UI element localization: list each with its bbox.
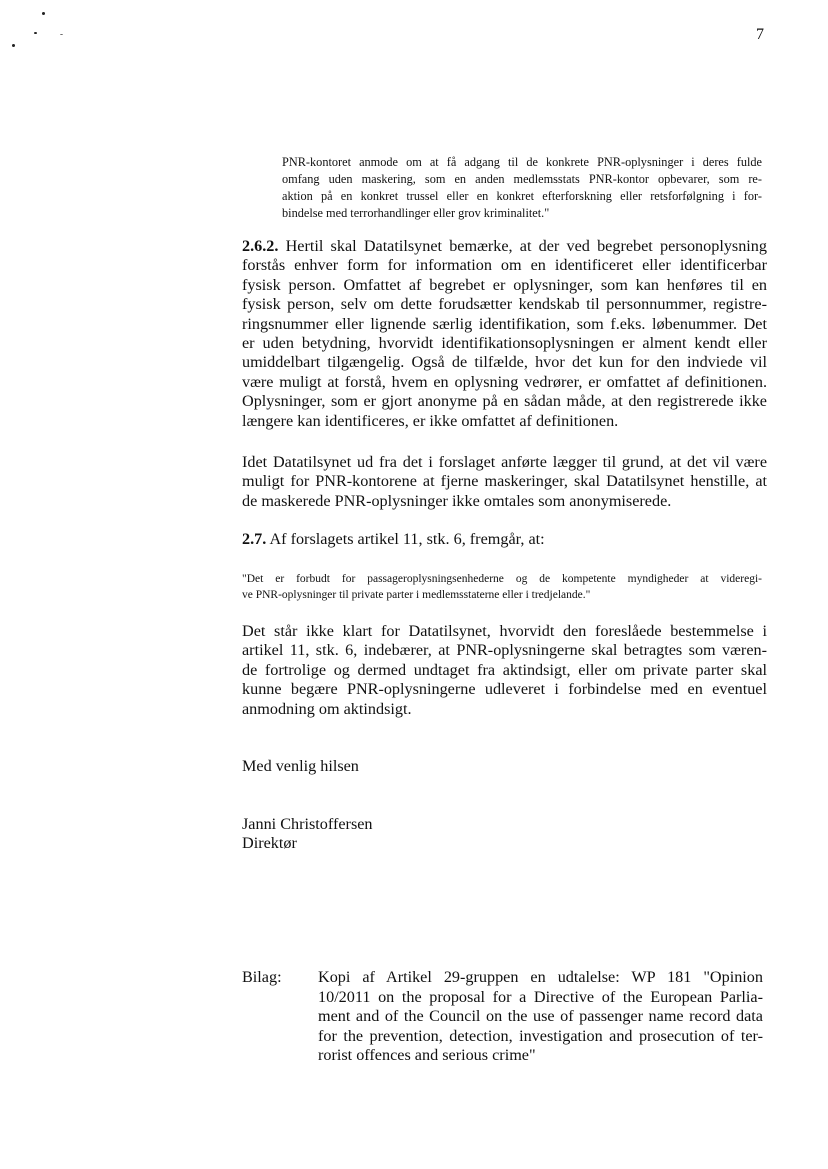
attachment-line: Kopi af Artikel 29-gruppen en udtalelse: WP 181 "Opinion	[318, 968, 763, 986]
section-2-6-2	[242, 237, 767, 431]
page-number: 7	[756, 26, 764, 43]
attachment-line: for the prevention, detection, investigation and prosecution of ter-	[318, 1026, 763, 1045]
scan-speck	[60, 34, 63, 35]
attachment-line: rorist offences and serious crime"	[318, 1046, 536, 1065]
attachment-line: ment and of the Council on the use of passenger name record data	[318, 1007, 763, 1026]
signatory-name: Janni Christoffersen	[242, 815, 373, 833]
signatory-title: Direktør	[242, 834, 297, 852]
pnr-quote	[282, 154, 762, 222]
access-paragraph	[242, 622, 767, 719]
section-number: 2.7.	[242, 530, 267, 548]
section-2-7	[242, 530, 767, 549]
paragraph-line: ringsnummer eller lignende særlig identifikation, som f.eks. løbenummer. Det	[242, 314, 767, 333]
paragraph-line: de maskerede PNR-oplysninger ikke omtales som anonymiserede.	[242, 491, 672, 510]
quote-line: PNR-kontoret anmode om at få adgang til de konkrete PNR-oplysninger i deres fulde	[282, 155, 762, 169]
section-number: 2.6.2.	[242, 237, 279, 255]
paragraph-line: Idet Datatilsynet ud fra det i forslaget anførte lægger til grund, at det vil være	[242, 453, 767, 471]
section-heading-line	[242, 530, 767, 549]
section-first-line	[242, 237, 767, 256]
section-text: Af forslagets artikel 11, stk. 6, fremgår, at:	[269, 530, 545, 548]
paragraph-line: være muligt at forstå, hvem en oplysning vedrører, er omfattet af definitionen.	[242, 372, 767, 391]
paragraph-line: artikel 11, stk. 6, indebærer, at PNR-oplysningerne skal betragtes som væren-	[242, 641, 767, 660]
paragraph-line: anmodning om aktindsigt.	[242, 699, 412, 718]
paragraph-line: er uden betydning, hvorvidt identifikationsoplysningen er alment kendt eller	[242, 334, 767, 353]
masking-paragraph	[242, 453, 767, 511]
scan-speck	[42, 12, 45, 15]
paragraph-line: længere kan identificeres, er ikke omfattet af definitionen.	[242, 411, 619, 430]
scan-speck	[34, 32, 37, 34]
article-quote	[242, 571, 762, 603]
paragraph-line: umiddelbart tilgængelig. Også de tilfælde, hvor det kun for den indviede vil	[242, 353, 767, 372]
paragraph-line: fysisk person, selv om dette forudsætter kendskab til personnummer, registre-	[242, 295, 767, 314]
paragraph-line: kunne begære PNR-oplysningerne udleveret i forbindelse med en eventuel	[242, 680, 767, 699]
scan-speck	[12, 44, 15, 47]
attachment-description	[318, 968, 763, 1066]
quote-line: "Det er forbudt for passageroplysningsenhederne og de kompetente myndigheder at videregi-	[242, 573, 762, 585]
closing: Med venlig hilsen	[242, 757, 359, 775]
paragraph-line: Oplysninger, som er gjort anonyme på en sådan måde, at den registrerede ikke	[242, 392, 767, 411]
paragraph-line: forstås enhver form for information om en identificeret eller identificerbar	[242, 256, 767, 275]
quote-line: aktion på en konkret trussel eller en konkret efterforskning eller retsforfølgning i for-	[282, 189, 762, 203]
paragraph-line: fysisk person. Omfattet af begrebet er oplysninger, som kan henføres til en	[242, 275, 767, 294]
paragraph-line: Det står ikke klart for Datatilsynet, hvorvidt den foreslåede bestemmelse i	[242, 622, 767, 640]
quote-line: omfang uden maskering, som en anden medlemsstats PNR-kontor opbevarer, som re-	[282, 172, 762, 186]
quote-line: ve PNR-oplysninger til private parter i medlemsstaterne eller i tredjelande."	[242, 589, 591, 601]
quote-line: bindelse med terrorhandlinger eller grov kriminalitet."	[282, 206, 550, 220]
attachment-label: Bilag:	[242, 968, 282, 986]
section-first-line-text: Hertil skal Datatilsynet bemærke, at der ved begrebet personoplysning	[285, 237, 767, 255]
paragraph-line: muligt for PNR-kontorene at fjerne maskeringer, skal Datatilsynet henstille, at	[242, 472, 767, 491]
attachment-line: 10/2011 on the proposal for a Directive of the European Parlia-	[318, 987, 763, 1006]
paragraph-line: de fortrolige og dermed undtaget fra aktindsigt, eller om private parter skal	[242, 660, 767, 679]
